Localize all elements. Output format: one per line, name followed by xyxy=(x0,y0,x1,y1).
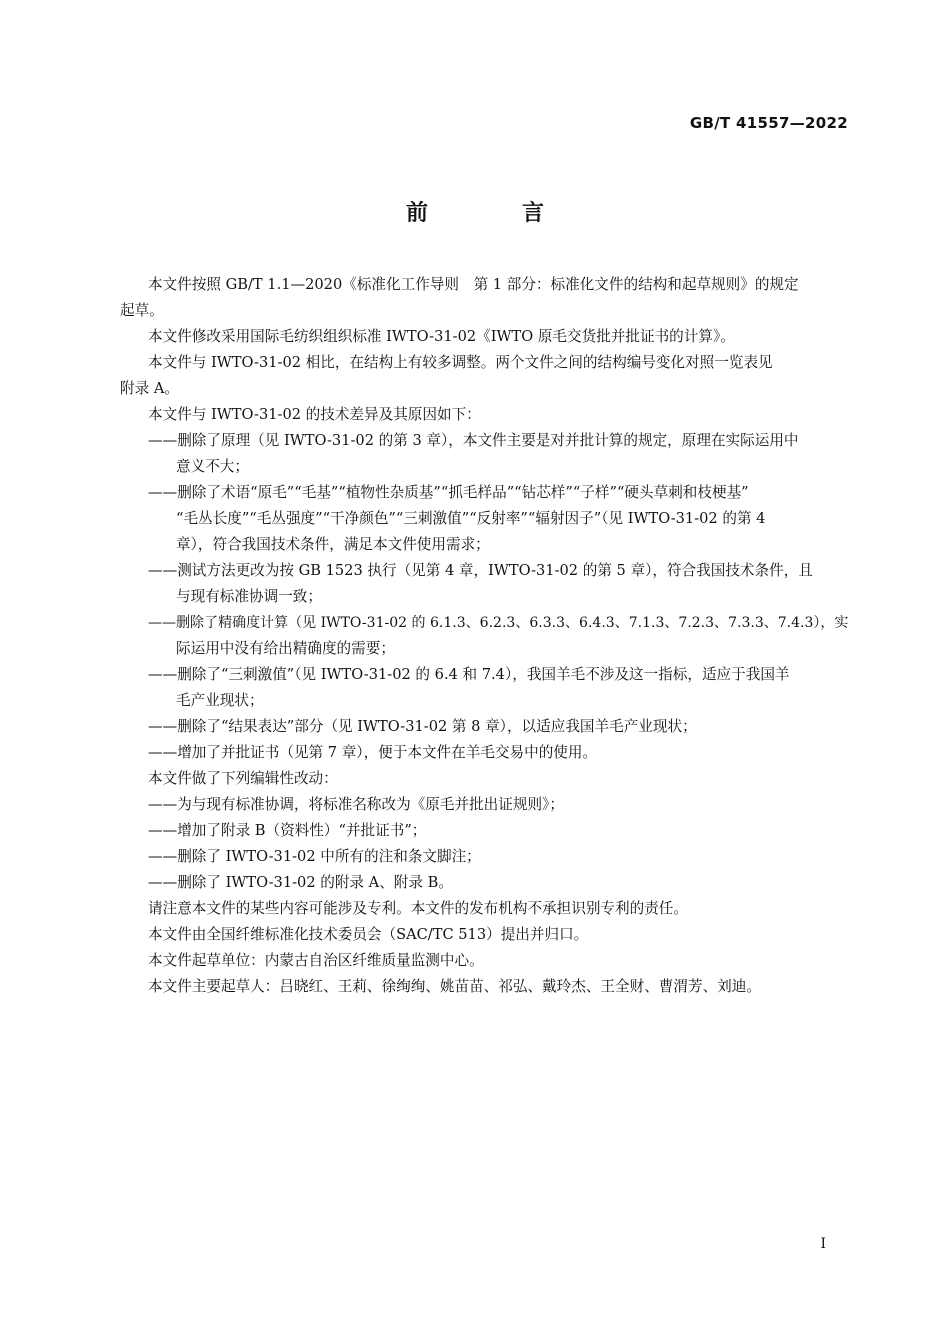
paragraph: 本文件与 IWTO-31-02 相比，在结构上有较多调整。两个文件之间的结构编号变化对照一览表见 xyxy=(148,354,773,371)
list-item: ——删除了原理（见 IWTO-31-02 的第 3 章），本文件主要是对并批计算的规定，原理在实际运用中 xyxy=(148,432,799,449)
list-item-continuation: 与现有标准协调一致； xyxy=(176,588,322,605)
paragraph: 本文件按照 GB/T 1.1—2020《标准化工作导则 第 1 部分：标准化文件的结构和起草规则》的规定 xyxy=(148,276,799,293)
list-item: ——为与现有标准协调，将标准名称改为《原毛并批出证规则》； xyxy=(148,796,564,813)
paragraph: 本文件修改采用国际毛纺织组织标准 IWTO-31-02《IWTO 原毛交货批并批证书的计算》。 xyxy=(148,328,735,345)
list-item: ——增加了并批证书（见第 7 章），便于本文件在羊毛交易中的使用。 xyxy=(148,744,598,761)
list-item: ——删除了精确度计算（见 IWTO-31-02 的 6.1.3、6.2.3、6.3.3、6.4.3、7.1.3、7.2.3、7.3.3、7.4.3），实 xyxy=(148,615,849,631)
standard-code: GB/T 41557—2022 xyxy=(689,114,848,132)
list-item-continuation: 毛产业现状； xyxy=(176,692,264,709)
list-item-continuation: “毛丛长度”“毛丛强度”“干净颜色”“三刺激值”“反射率”“辐射因子”（见 IWTO-31-02 的第 4 xyxy=(176,510,766,527)
list-item: ——测试方法更改为按 GB 1523 执行（见第 4 章，IWTO-31-02 的第 5 章），符合我国技术条件，且 xyxy=(148,562,813,579)
paragraph-continuation: 起草。 xyxy=(120,302,164,319)
paragraph: 本文件与 IWTO-31-02 的技术差异及其原因如下： xyxy=(148,406,481,423)
list-item: ——删除了 IWTO-31-02 中所有的注和条文脚注； xyxy=(148,848,481,865)
paragraph: 本文件起草单位：内蒙古自治区纤维质量监测中心。 xyxy=(148,952,484,969)
list-item-continuation: 际运用中没有给出精确度的需要； xyxy=(176,640,395,657)
paragraph: 本文件主要起草人：吕晓红、王莉、徐绚绚、姚苗苗、祁弘、戴玲杰、王全财、曹渭芳、刘迪。 xyxy=(148,978,761,995)
list-item: ——删除了 IWTO-31-02 的附录 A、附录 B。 xyxy=(148,874,453,891)
foreword-body xyxy=(120,272,849,1000)
list-item: ——删除了“三刺激值”（见 IWTO-31-02 的 6.4 和 7.4），我国羊毛不涉及这一指标，适应于我国羊 xyxy=(148,666,790,683)
paragraph: 请注意本文件的某些内容可能涉及专利。本文件的发布机构不承担识别专利的责任。 xyxy=(148,900,688,917)
paragraph: 本文件由全国纤维标准化技术委员会（SAC/TC 513）提出并归口。 xyxy=(148,926,589,943)
page-title: 前 言 xyxy=(405,201,580,226)
list-item: ——增加了附录 B（资料性）“并批证书”； xyxy=(148,822,427,839)
list-item-continuation: 章），符合我国技术条件，满足本文件使用需求； xyxy=(176,536,490,553)
paragraph-continuation: 附录 A。 xyxy=(120,380,179,397)
list-item: ——删除了术语“原毛”“毛基”“植物性杂质基”“抓毛样品”“钻芯样”“子样”“硬头草刺和枝梗基” xyxy=(148,484,749,501)
list-item: ——删除了“结果表达”部分（见 IWTO-31-02 第 8 章），以适应我国羊毛产业现状； xyxy=(148,718,697,735)
list-item-continuation: 意义不大； xyxy=(176,458,249,475)
paragraph: 本文件做了下列编辑性改动： xyxy=(148,770,338,787)
page-number: I xyxy=(820,1236,826,1252)
